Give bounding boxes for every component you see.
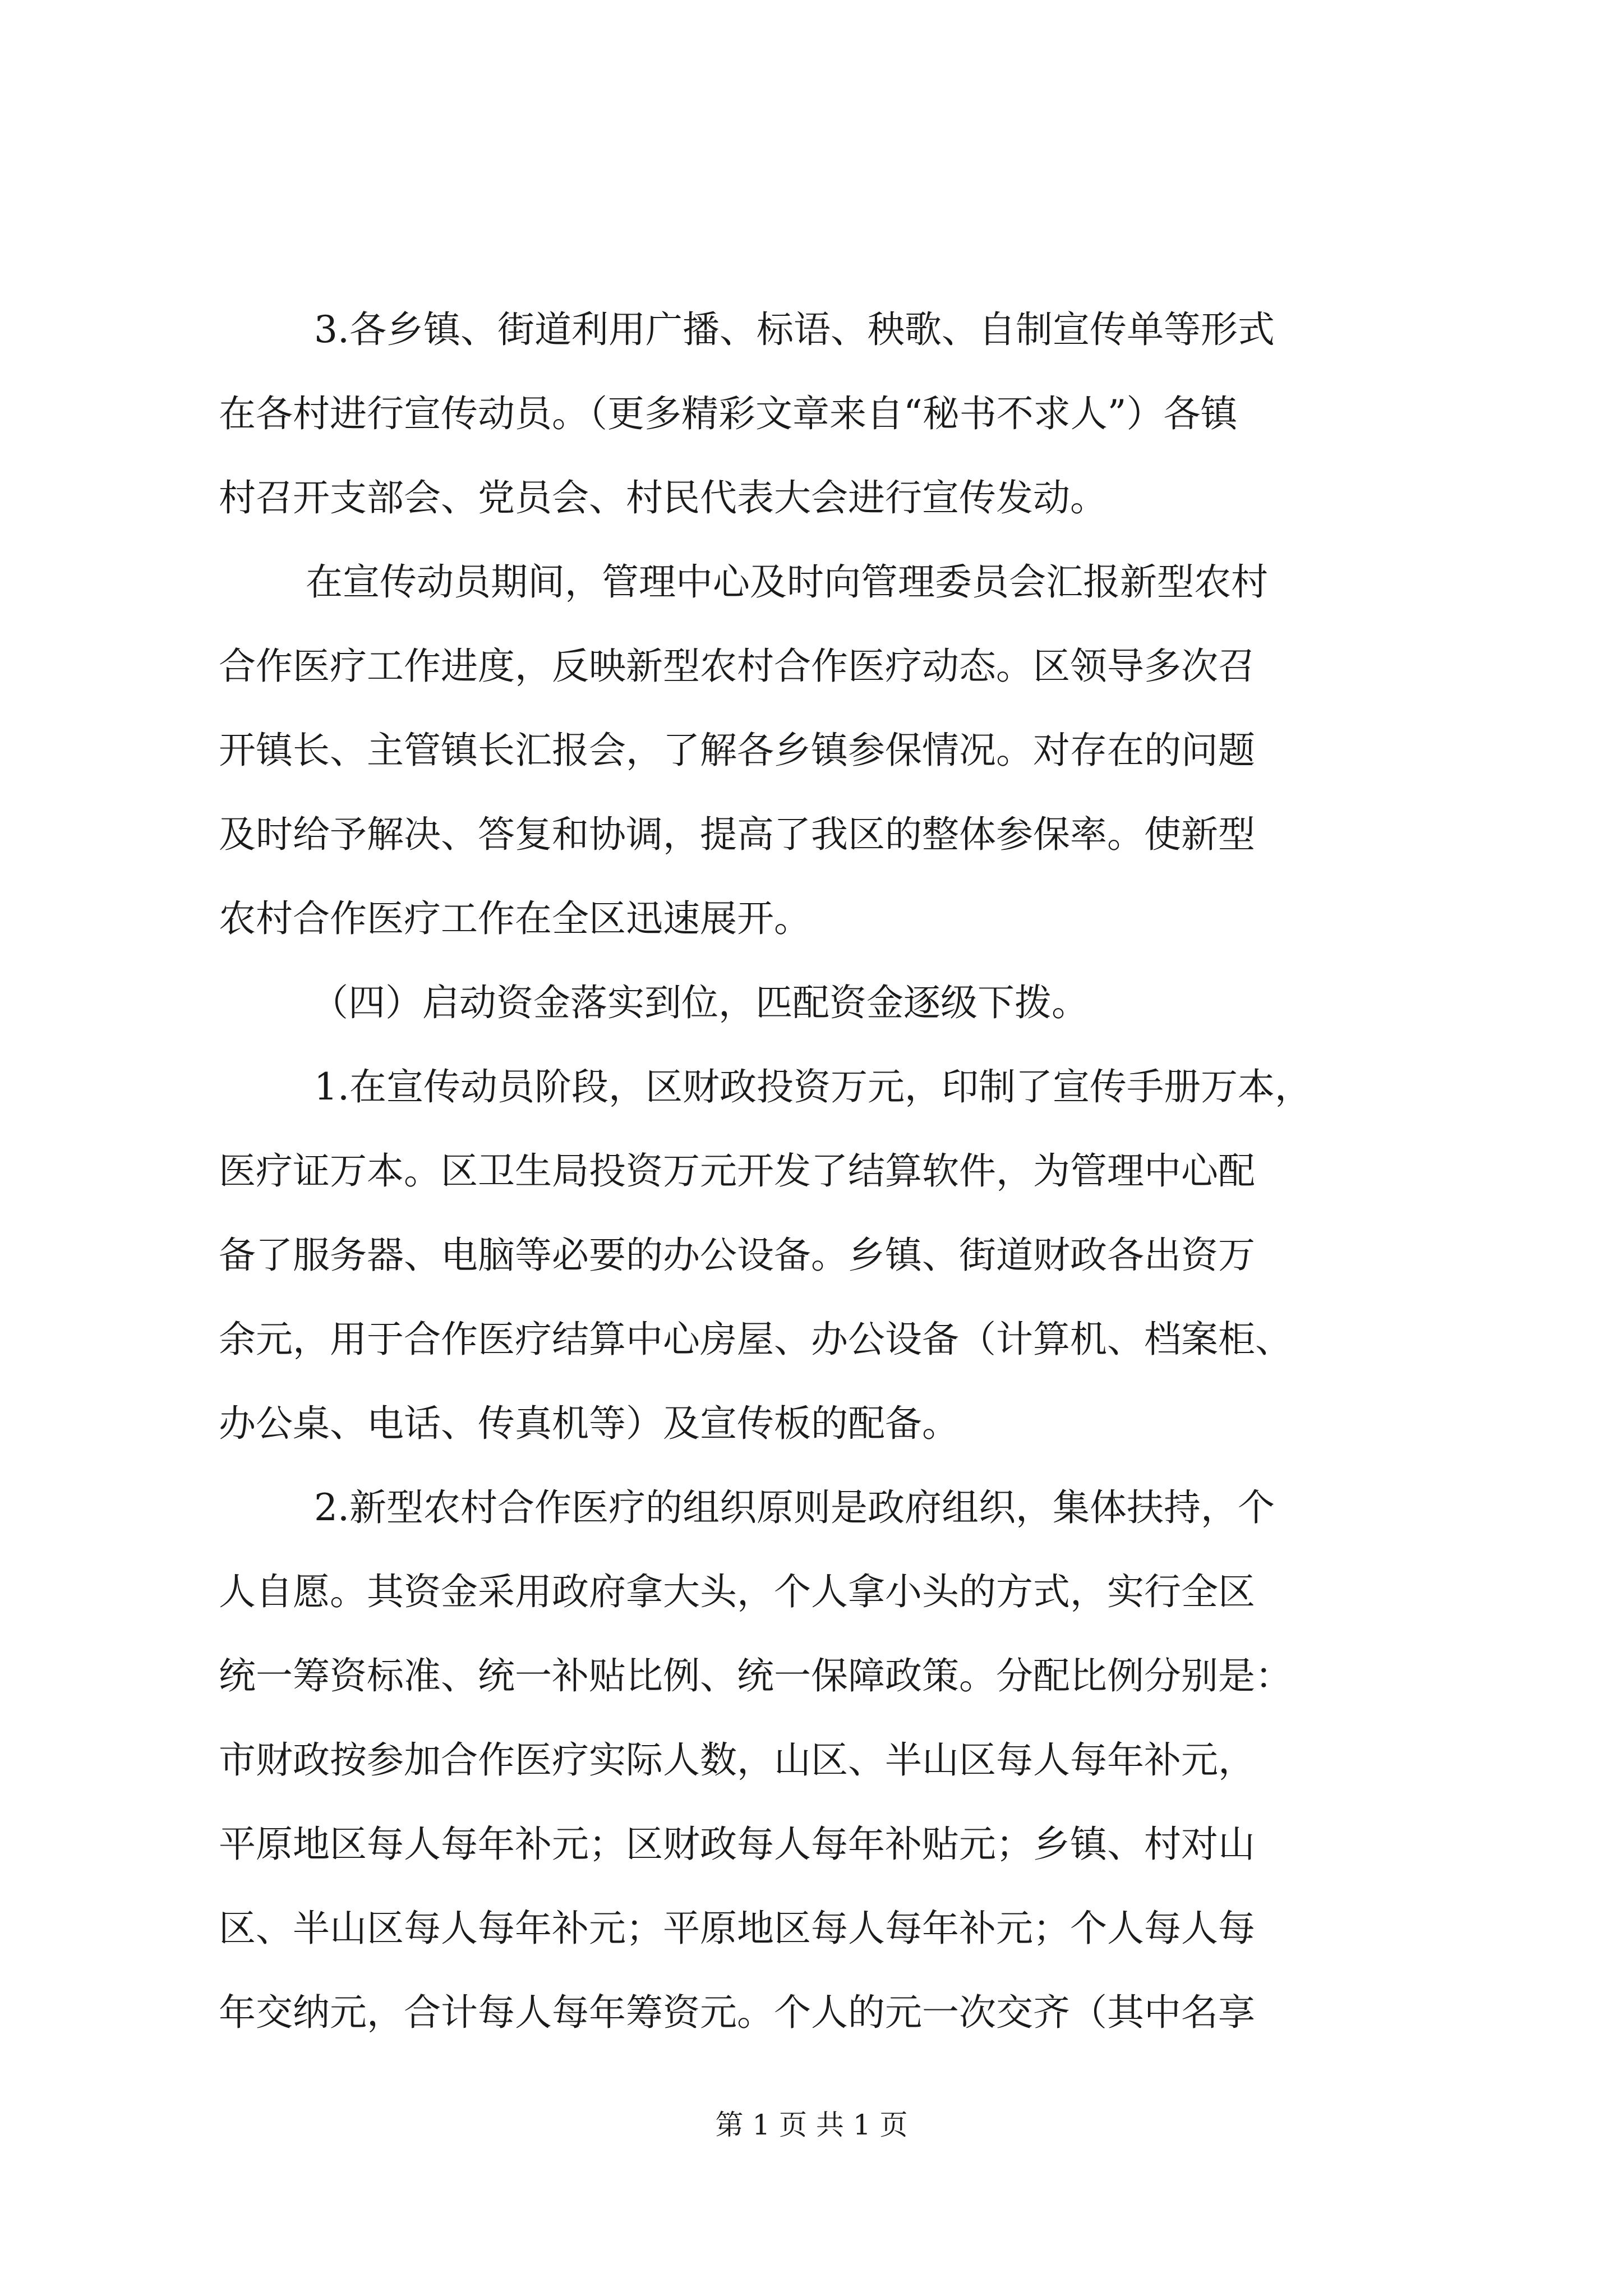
paragraph-2-line-4: 及时给予解决、答复和协调，提高了我区的整体参保率。使新型: [219, 813, 1255, 856]
paragraph-3-line-1: 1.在宣传动员阶段，区财政投资万元，印制了宣传手册万本，: [314, 1065, 1312, 1108]
paragraph-4-line-3: 统一筹资标准、统一补贴比例、统一保障政策。分配比例分别是：: [219, 1654, 1292, 1697]
paragraph-4-line-7: 年交纳元，合计每人每年筹资元。个人的元一次交齐（其中名享: [219, 1991, 1255, 2034]
paragraph-1-line-3: 村召开支部会、党员会、村民代表大会进行宣传发动。: [219, 476, 1107, 519]
paragraph-1-line-2: 在各村进行宣传动员。（更多精彩文章来自“秘书不求人”）各镇: [219, 392, 1238, 435]
paragraph-2-line-5: 农村合作医疗工作在全区迅速展开。: [219, 897, 811, 940]
paragraph-2-line-3: 开镇长、主管镇长汇报会，了解各乡镇参保情况。对存在的问题: [219, 729, 1255, 772]
paragraph-2-line-2: 合作医疗工作进度，反映新型农村合作医疗动态。区领导多次召: [219, 645, 1255, 688]
paragraph-4-line-2: 人自愿。其资金采用政府拿大头，个人拿小头的方式，实行全区: [219, 1570, 1255, 1613]
paragraph-4-line-5: 平原地区每人每年补元；区财政每人每年补贴元；乡镇、村对山: [219, 1823, 1255, 1866]
paragraph-4-line-6: 区、半山区每人每年补元；平原地区每人每年补元；个人每人每: [219, 1907, 1255, 1950]
section-heading-4: （四）启动资金落实到位，匹配资金逐级下拨。: [311, 981, 1089, 1024]
page-footer: 第 1 页 共 1 页: [715, 2109, 908, 2141]
paragraph-3-line-3: 备了服务器、电脑等必要的办公设备。乡镇、街道财政各出资万: [219, 1234, 1255, 1277]
paragraph-3-line-4: 余元，用于合作医疗结算中心房屋、办公设备（计算机、档案柜、: [219, 1318, 1292, 1361]
paragraph-4-line-4: 市财政按参加合作医疗实际人数，山区、半山区每人每年补元，: [219, 1738, 1255, 1782]
paragraph-3-line-5: 办公桌、电话、传真机等）及宣传板的配备。: [219, 1402, 959, 1445]
paragraph-1-line-1: 3.各乡镇、街道利用广播、标语、秧歌、自制宣传单等形式: [314, 308, 1275, 351]
paragraph-2-line-1: 在宣传动员期间，管理中心及时向管理委员会汇报新型农村: [306, 560, 1268, 604]
paragraph-3-line-2: 医疗证万本。区卫生局投资万元开发了结算软件，为管理中心配: [219, 1149, 1255, 1193]
paragraph-4-line-1: 2.新型农村合作医疗的组织原则是政府组织，集体扶持，个: [314, 1486, 1275, 1529]
